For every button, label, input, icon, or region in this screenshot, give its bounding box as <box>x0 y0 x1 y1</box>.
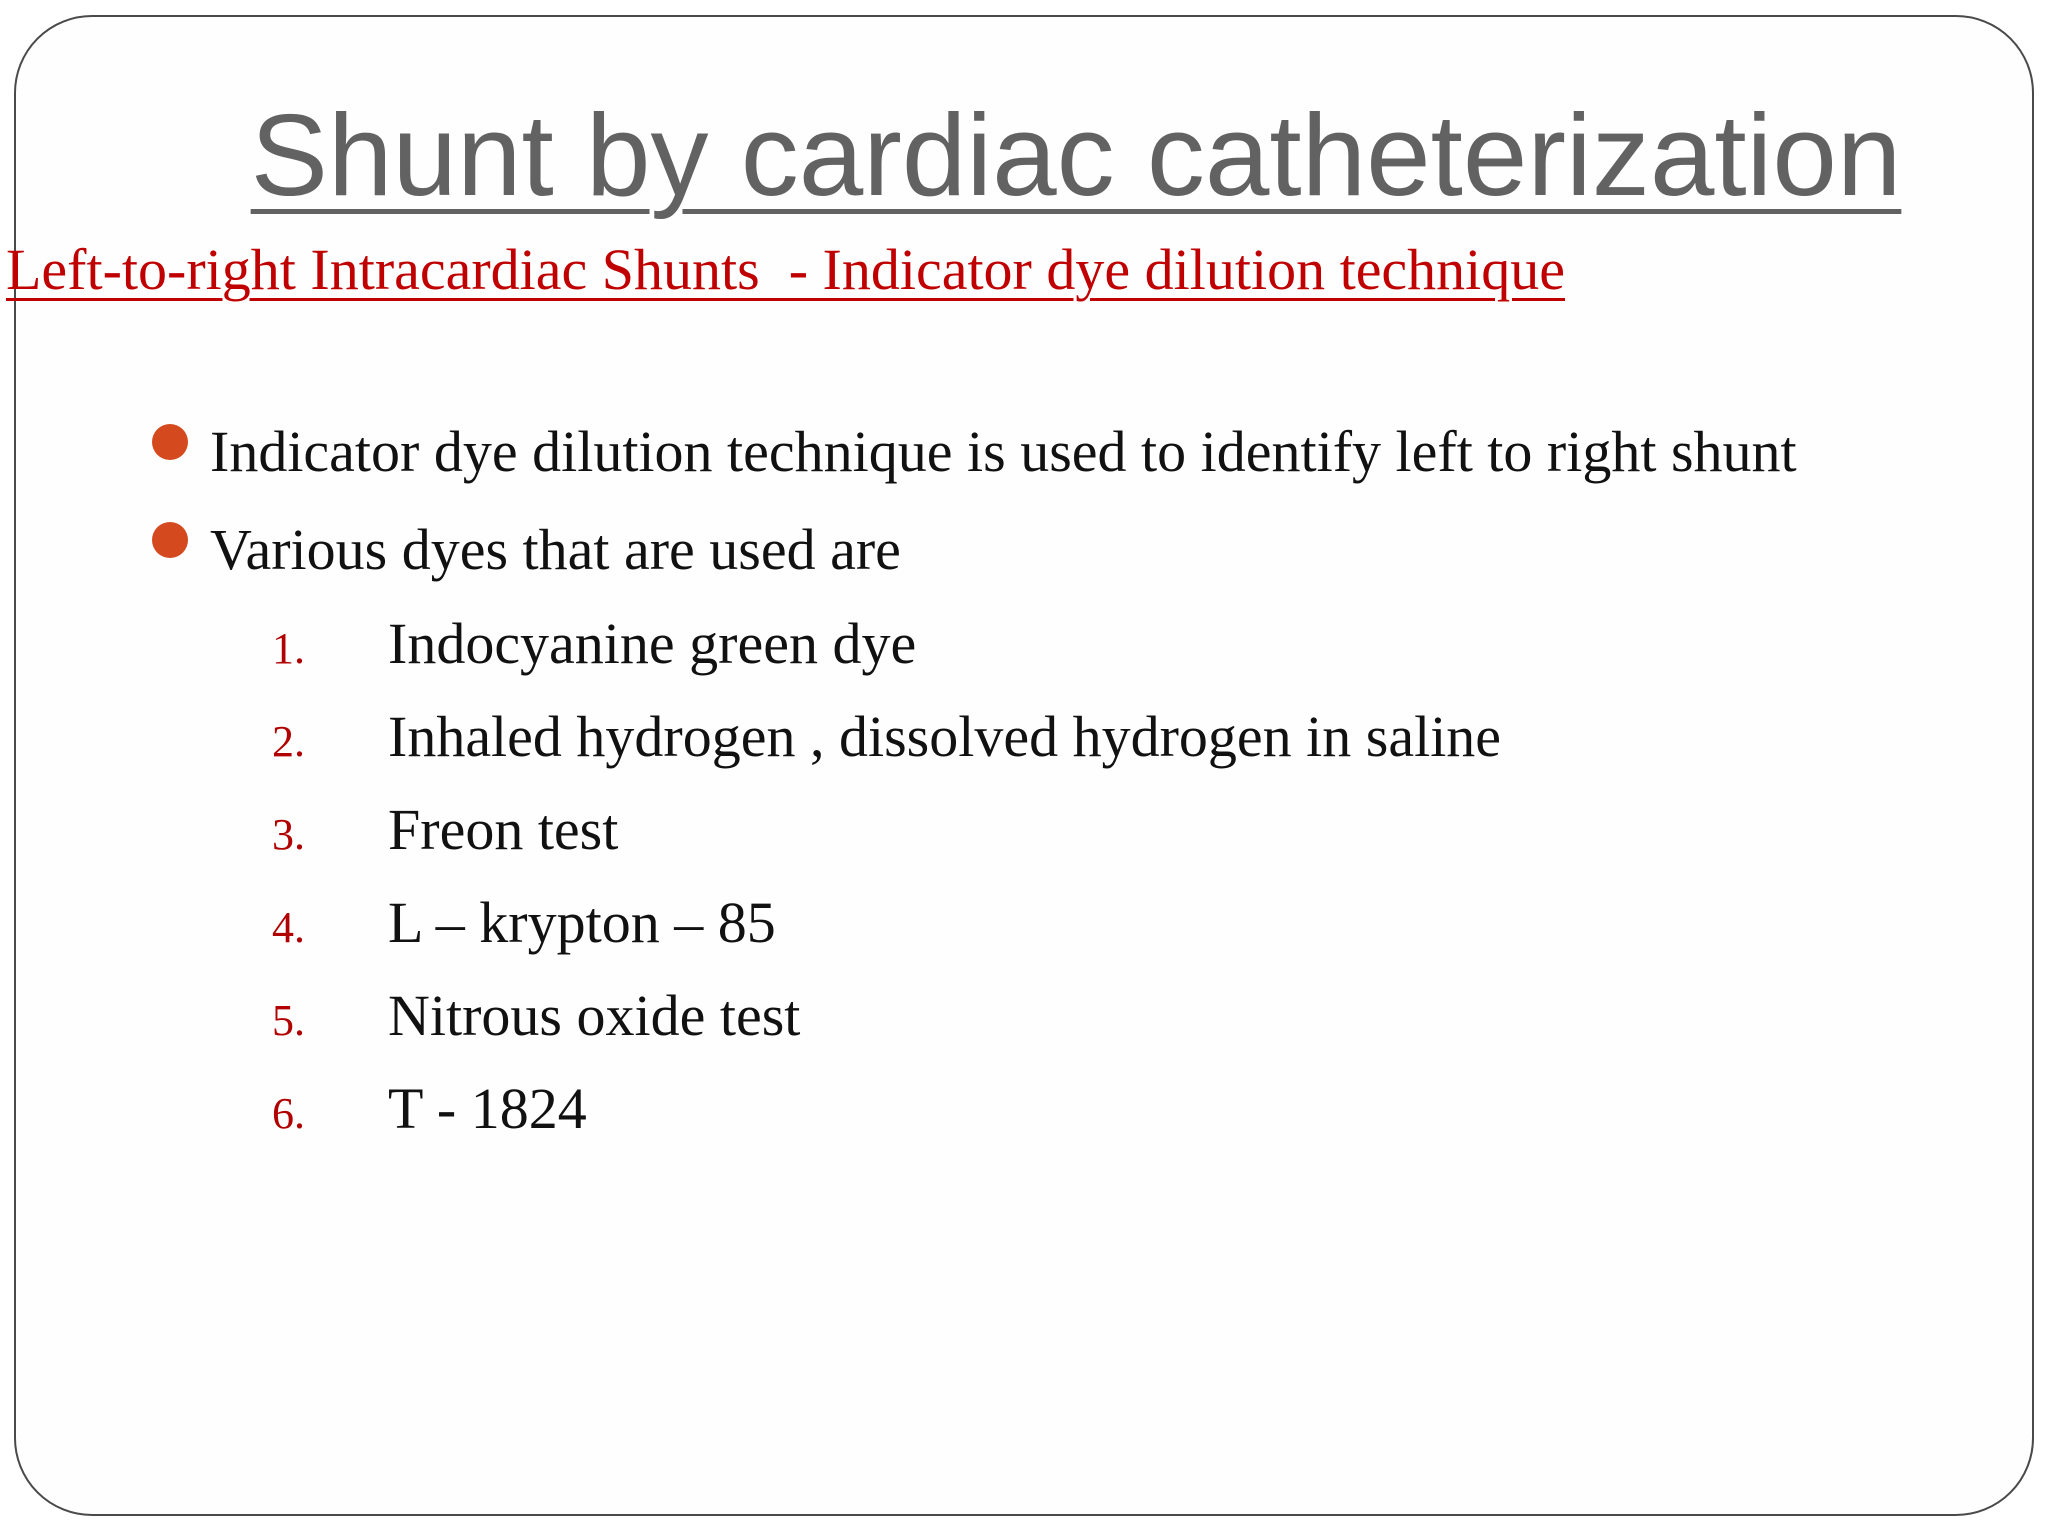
dye-list-text: L – krypton – 85 <box>388 890 776 955</box>
slide-subtitle: Left-to-right Intracardiac Shunts - Indicator dye dilution technique <box>6 237 1566 302</box>
bullet-item <box>150 505 1797 603</box>
slide-frame <box>6 15 2034 1516</box>
slide-title: Shunt by cardiac catheterization <box>250 90 1902 220</box>
bullet-list <box>150 407 1797 603</box>
dye-list-number: 3. <box>272 810 305 859</box>
bullet-dot-icon <box>152 522 188 558</box>
bullet-text: Indicator dye dilution technique is used to identify left to right shunt <box>210 419 1797 484</box>
dye-list-number: 6. <box>272 1089 305 1138</box>
dye-list-text: Nitrous oxide test <box>388 983 801 1048</box>
bullet-dot-icon <box>152 424 188 460</box>
dye-list-number: 5. <box>272 996 305 1045</box>
dye-list-number: 2. <box>272 717 305 766</box>
dye-list-text: T - 1824 <box>388 1076 587 1141</box>
dye-list-text: Indocyanine green dye <box>388 611 917 676</box>
bullet-text: Various dyes that are used are <box>210 517 901 582</box>
dye-list-text: Freon test <box>388 797 619 862</box>
dye-list-number: 1. <box>272 624 305 673</box>
bullet-item <box>150 407 1797 505</box>
dye-list-text: Inhaled hydrogen , dissolved hydrogen in saline <box>388 704 1502 769</box>
dye-list-number: 4. <box>272 903 305 952</box>
